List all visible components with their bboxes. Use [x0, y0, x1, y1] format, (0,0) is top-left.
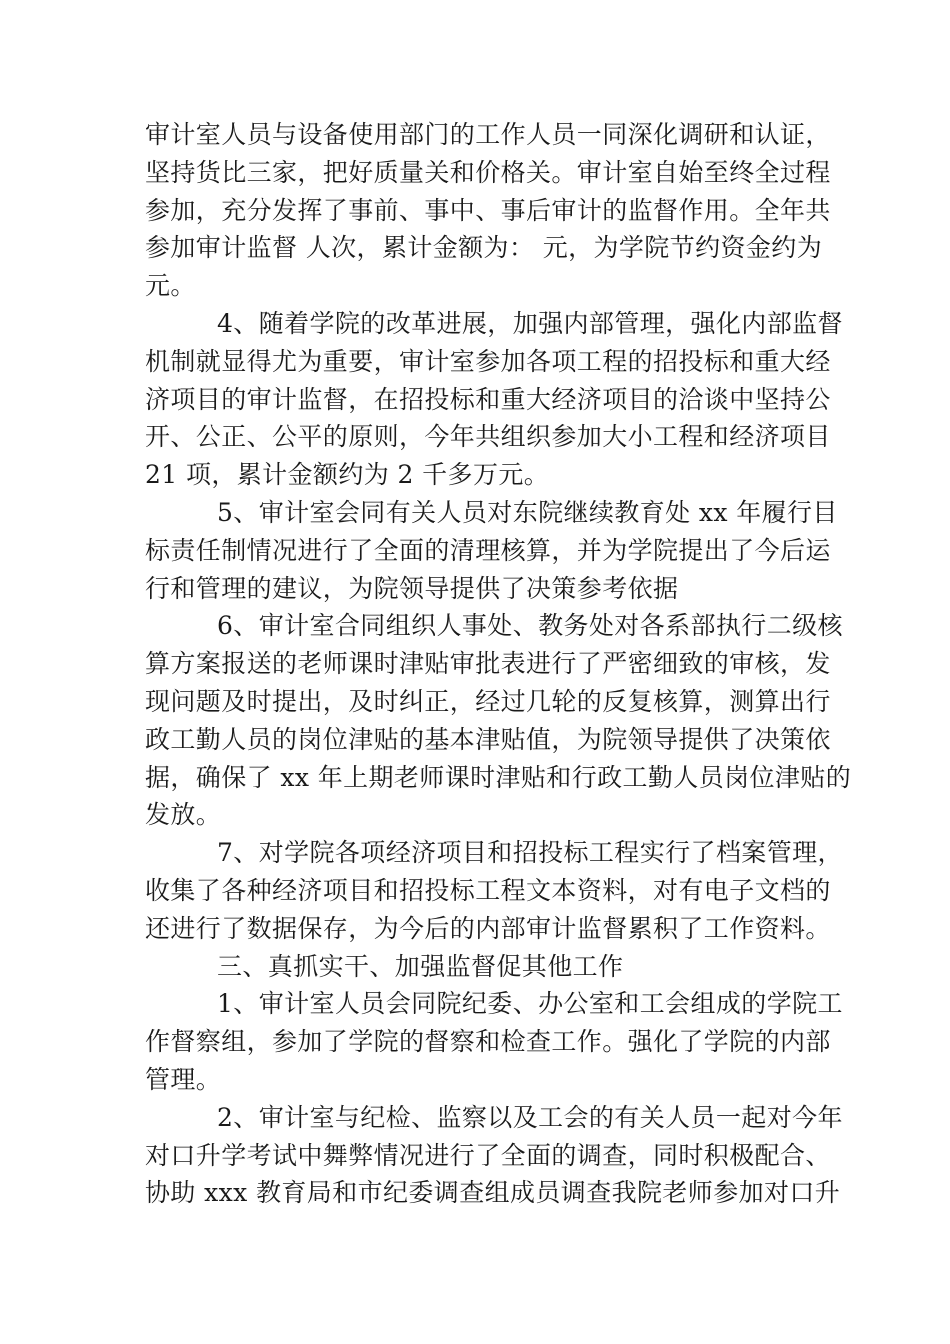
text-line: 7、对学院各项经济项目和招投标工程实行了档案管理，: [217, 838, 843, 868]
text-line: 对口升学考试中舞弊情况进行了全面的调查，同时积极配合、: [145, 1140, 831, 1170]
text-line: 坚持货比三家，把好质量关和价格关。审计室自始至终全过程: [145, 157, 831, 187]
text-line: 1、审计室人员会同院纪委、办公室和工会组成的学院工: [217, 989, 843, 1019]
paragraph-section3-item-1: [145, 985, 843, 1098]
text-line: 开、公正、公平的原则，今年共组织参加大小工程和经济项目: [145, 422, 831, 452]
text-line: 据，确保了 xx 年上期老师课时津贴和行政工勤人员岗位津贴的: [145, 762, 852, 792]
text-line: 算方案报送的老师课时津贴审批表进行了严密细致的审核，发: [145, 649, 831, 679]
text-line: 6、审计室合同组织人事处、教务处对各系部执行二级核: [217, 611, 843, 641]
text-line: 行和管理的建议，为院领导提供了决策参考依据: [145, 573, 679, 603]
text-line: 标责任制情况进行了全面的清理核算，并为学院提出了今后运: [145, 535, 831, 565]
text-line: 21 项，累计金额约为 2 千多万元。: [145, 460, 550, 490]
text-line: 4、随着学院的改革进展，加强内部管理，强化内部监督: [217, 308, 843, 338]
paragraph-audit-participation: [145, 116, 831, 305]
text-line: 参加审计监督 人次，累计金额为： 元，为学院节约资金约为: [145, 233, 823, 263]
text-line: 政工勤人员的岗位津贴的基本津贴值，为院领导提供了决策依: [145, 724, 831, 754]
paragraph-section3-item-2: [145, 1099, 843, 1212]
text-line: 机制就显得尤为重要，审计室参加各项工程的招投标和重大经: [145, 346, 831, 376]
text-line: 作督察组，参加了学院的督察和检查工作。强化了学院的内部: [145, 1027, 831, 1057]
document-body: [145, 116, 852, 1212]
text-line: 2、审计室与纪检、监察以及工会的有关人员一起对今年: [217, 1102, 843, 1132]
paragraph-item-7: [145, 834, 843, 947]
paragraph-item-5: [145, 494, 838, 607]
section-heading-3: [145, 948, 805, 986]
section-heading-text: 三、真抓实干、加强监督促其他工作: [217, 951, 624, 981]
text-line: 还进行了数据保存，为今后的内部审计监督累积了工作资料。: [145, 913, 831, 943]
text-line: 5、审计室会同有关人员对东院继续教育处 xx 年履行目: [217, 497, 838, 527]
text-line: 现问题及时提出，及时纠正，经过几轮的反复核算，测算出行: [145, 686, 831, 716]
text-line: 济项目的审计监督，在招投标和重大经济项目的洽谈中坚持公: [145, 384, 831, 414]
text-line: 收集了各种经济项目和招投标工程文本资料，对有电子文档的: [145, 875, 831, 905]
text-line: 参加，充分发挥了事前、事中、事后审计的监督作用。全年共: [145, 195, 831, 225]
text-line: 协助 xxx 教育局和市纪委调查组成员调查我院老师参加对口升: [145, 1178, 841, 1208]
paragraph-item-6: [145, 607, 852, 834]
text-line: 元。: [145, 271, 196, 301]
text-line: 发放。: [145, 800, 222, 830]
text-line: 管理。: [145, 1064, 222, 1094]
paragraph-item-4: [145, 305, 843, 494]
text-line: 审计室人员与设备使用部门的工作人员一同深化调研和认证，: [145, 120, 831, 149]
